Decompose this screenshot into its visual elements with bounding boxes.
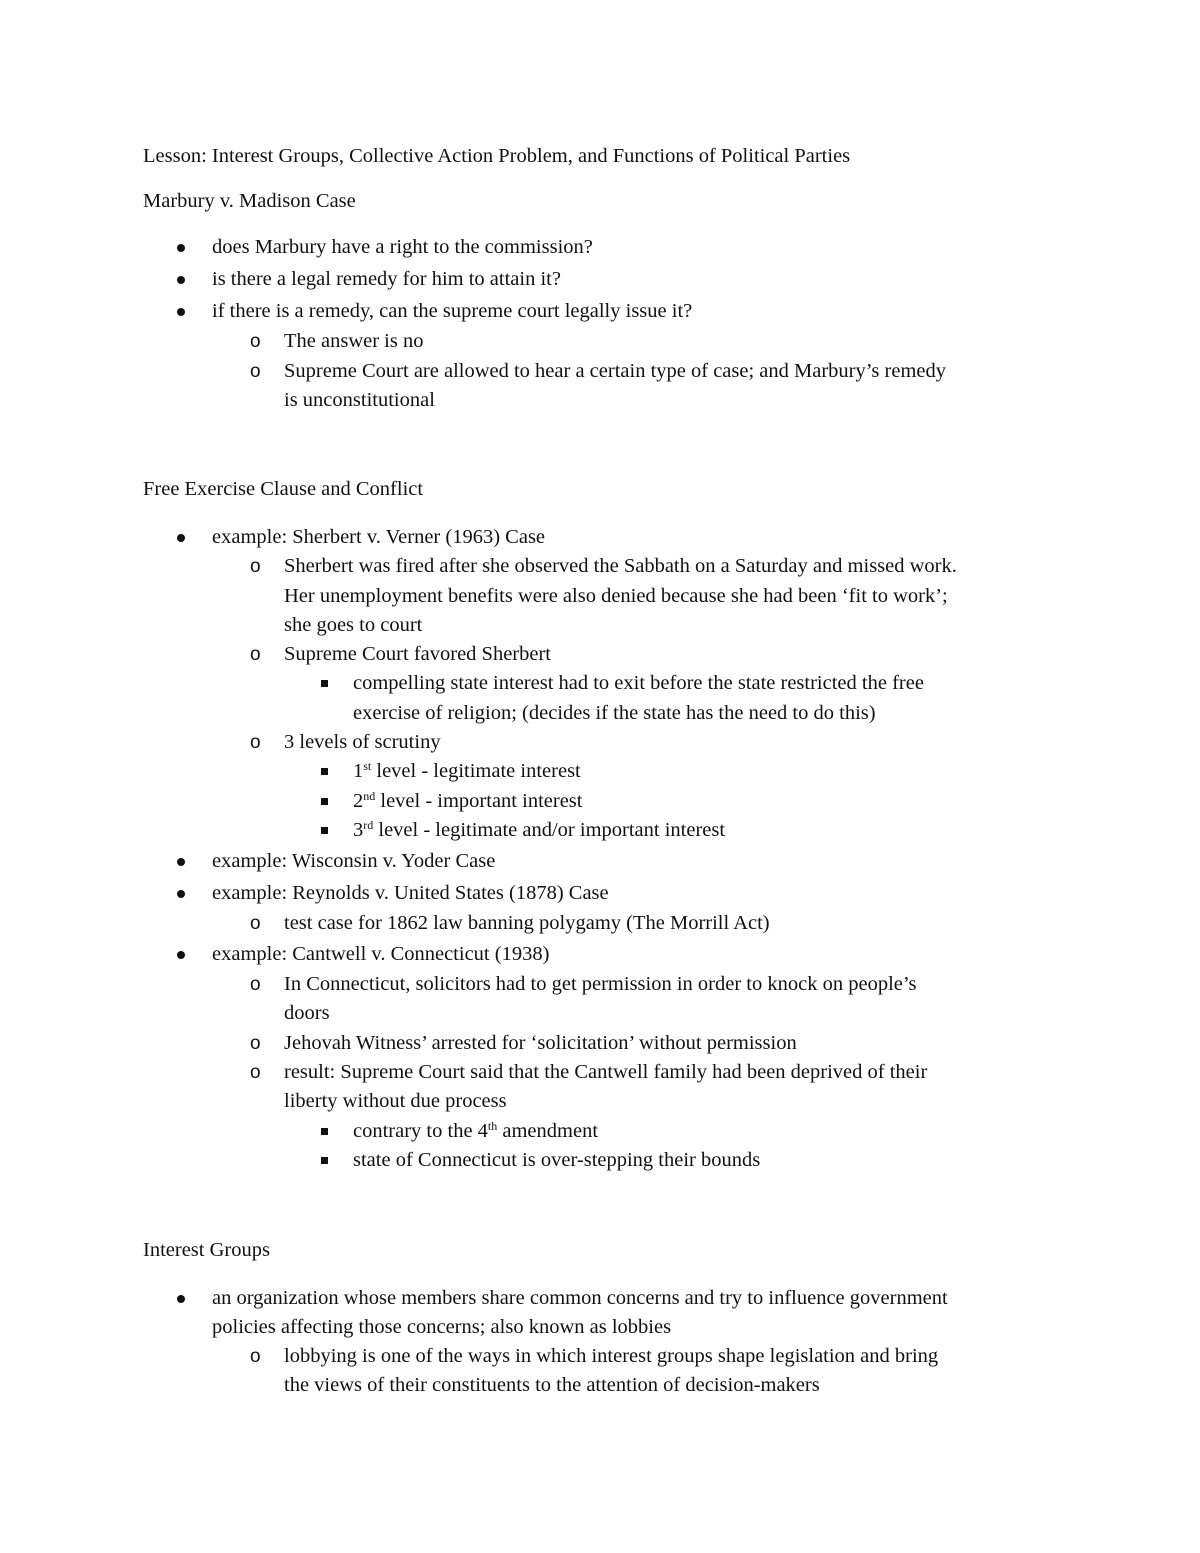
ordinal-suffix: nd (363, 789, 376, 803)
list-item-continuation: is unconstitutional (284, 389, 435, 411)
list-item-continuation: policies affecting those concerns; also known as lobbies (212, 1316, 672, 1338)
level-text: level - legitimate interest (371, 760, 581, 782)
list-item: example: Wisconsin v. Yoder Case (212, 850, 496, 872)
list-item-continuation: exercise of religion; (decides if the state has the need to do this) (353, 702, 876, 724)
square-bullet-icon (321, 768, 328, 775)
circle-bullet-icon: o (250, 974, 261, 995)
list-item: compelling state interest had to exit before the state restricted the free (353, 672, 924, 694)
bullet-icon (177, 308, 185, 316)
list-item (353, 761, 581, 782)
circle-bullet-icon: o (250, 361, 261, 382)
ordinal-suffix: th (487, 1119, 498, 1133)
list-item-continuation: Her unemployment benefits were also denied because she had been ‘fit to work’; (284, 585, 948, 607)
circle-bullet-icon: o (250, 331, 261, 352)
list-item: does Marbury have a right to the commission? (212, 236, 593, 258)
amendment-text-end: amendment (497, 1120, 599, 1142)
list-item: In Connecticut, solicitors had to get permission in order to knock on people’s (284, 973, 917, 995)
list-item: example: Sherbert v. Verner (1963) Case (212, 526, 546, 548)
square-bullet-icon (321, 1128, 328, 1135)
bullet-icon (177, 1295, 185, 1303)
list-item: state of Connecticut is over-stepping their bounds (353, 1149, 761, 1171)
square-bullet-icon (321, 798, 328, 805)
list-item: if there is a remedy, can the supreme court legally issue it? (212, 300, 693, 322)
section-heading-interest-groups: Interest Groups (143, 1239, 270, 1261)
list-item: Supreme Court favored Sherbert (284, 643, 551, 665)
level-text: level - legitimate and/or important interest (373, 819, 726, 841)
list-item: Jehovah Witness’ arrested for ‘solicitation’ without permission (284, 1032, 797, 1054)
level-text: level - important interest (375, 790, 583, 812)
bullet-icon (177, 244, 185, 252)
bullet-icon (177, 951, 185, 959)
list-item: example: Reynolds v. United States (1878) Case (212, 882, 609, 904)
circle-bullet-icon: o (250, 644, 261, 665)
bullet-icon (177, 858, 185, 866)
square-bullet-icon (321, 680, 328, 687)
ordinal-suffix: rd (363, 818, 374, 832)
circle-bullet-icon: o (250, 556, 261, 577)
section-heading-marbury: Marbury v. Madison Case (143, 190, 356, 212)
list-item-continuation: liberty without due process (284, 1090, 507, 1112)
circle-bullet-icon: o (250, 732, 261, 753)
section-heading-free-exercise: Free Exercise Clause and Conflict (143, 478, 424, 500)
list-item (353, 1121, 598, 1142)
list-item: example: Cantwell v. Connecticut (1938) (212, 943, 550, 965)
circle-bullet-icon: o (250, 1062, 261, 1083)
list-item (353, 820, 725, 841)
bullet-icon (177, 534, 185, 542)
list-item: 3 levels of scrutiny (284, 731, 441, 753)
square-bullet-icon (321, 1157, 328, 1164)
bullet-icon (177, 276, 185, 284)
list-item: Sherbert was fired after she observed the Sabbath on a Saturday and missed work. (284, 555, 957, 577)
amendment-text: contrary to the 4 (353, 1120, 488, 1142)
list-item-continuation: the views of their constituents to the attention of decision-makers (284, 1374, 820, 1396)
list-item: Supreme Court are allowed to hear a certain type of case; and Marbury’s remedy (284, 360, 947, 382)
list-item (353, 791, 582, 812)
list-item: is there a legal remedy for him to attain it? (212, 268, 561, 290)
circle-bullet-icon: o (250, 1346, 261, 1367)
list-item: test case for 1862 law banning polygamy (The Morrill Act) (284, 912, 770, 934)
level-number: 3 (353, 819, 364, 841)
list-item: The answer is no (284, 330, 424, 352)
square-bullet-icon (321, 827, 328, 834)
list-item: an organization whose members share common concerns and try to influence government (212, 1287, 948, 1309)
list-item-continuation: she goes to court (284, 614, 423, 636)
circle-bullet-icon: o (250, 1033, 261, 1054)
level-number: 1 (353, 760, 364, 782)
list-item: result: Supreme Court said that the Cantwell family had been deprived of their (284, 1061, 928, 1083)
ordinal-suffix: st (363, 759, 372, 773)
bullet-icon (177, 890, 185, 898)
circle-bullet-icon: o (250, 913, 261, 934)
list-item: lobbying is one of the ways in which interest groups shape legislation and bring (284, 1345, 939, 1367)
lesson-title: Lesson: Interest Groups, Collective Action Problem, and Functions of Political Parties (143, 145, 851, 167)
level-number: 2 (353, 790, 364, 812)
list-item-continuation: doors (284, 1002, 330, 1024)
